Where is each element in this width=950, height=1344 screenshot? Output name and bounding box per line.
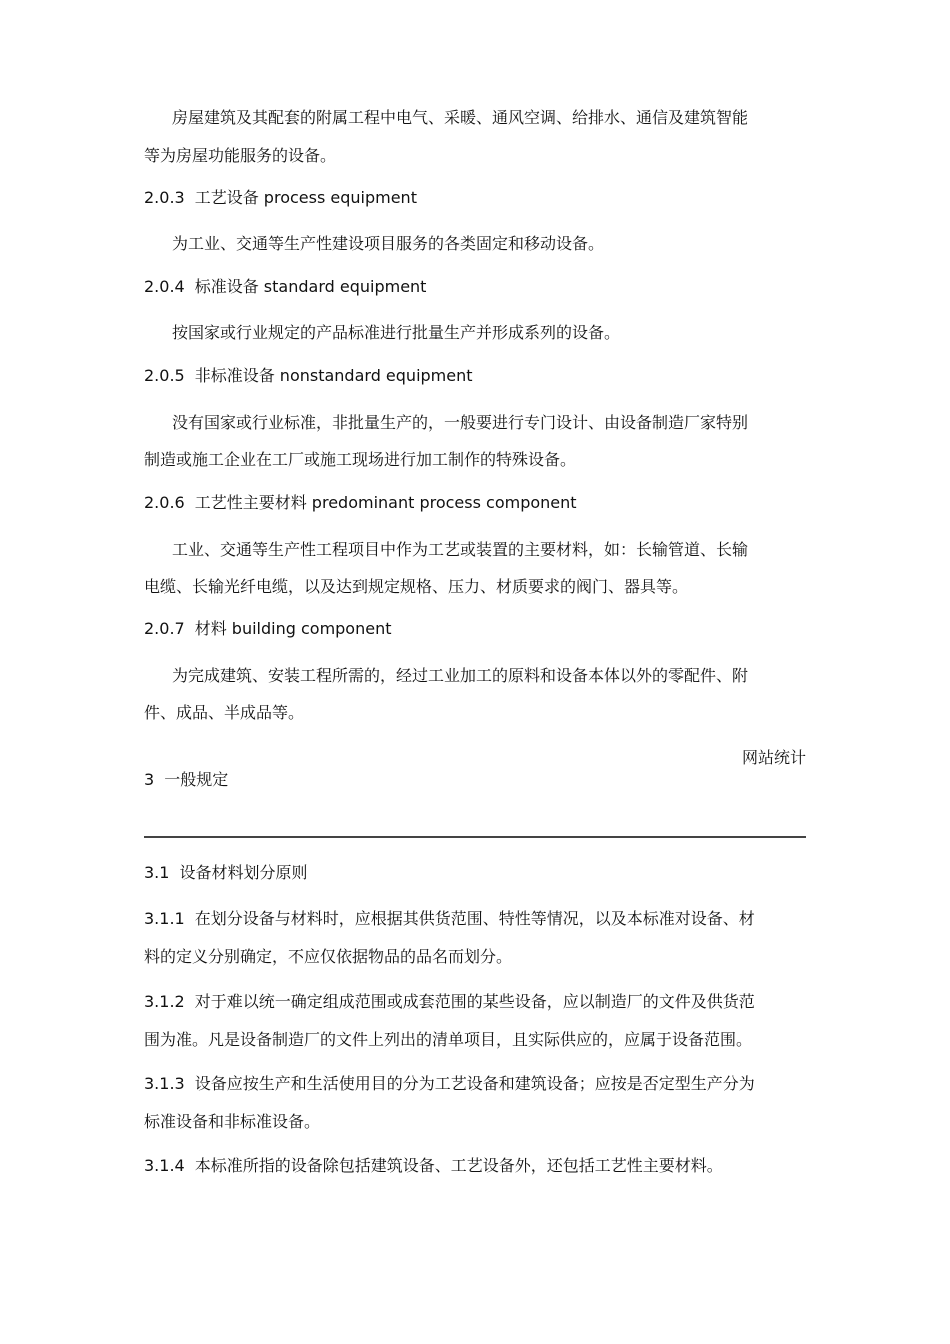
paragraph-line: 围为准。凡是设备制造厂的文件上列出的清单项目，且实际供应的，应属于设备范围。: [144, 1030, 753, 1049]
section-heading-3-1: [144, 862, 806, 884]
clause-text: 在划分设备与材料时，应根据其供货范围、特性等情况，以及本标准对设备、材: [194, 909, 755, 928]
clause-3-1-1: [144, 908, 806, 930]
section-number: 2.0.6: [144, 493, 185, 512]
section-title: 材料 building component: [194, 619, 392, 638]
section-number: 2.0.3: [144, 188, 185, 207]
paragraph-line: 为工业、交通等生产性建设项目服务的各类固定和移动设备。: [172, 234, 605, 253]
paragraph-line: 按国家或行业规定的产品标准进行批量生产并形成系列的设备。: [172, 323, 621, 342]
section-heading-2-0-7: [144, 618, 806, 640]
section-number: 2.0.4: [144, 277, 185, 296]
section-heading-2-0-5: [144, 365, 806, 387]
paragraph-line: 没有国家或行业标准，非批量生产的，一般要进行专门设计、由设备制造厂家特别: [172, 413, 749, 432]
section-number: 3: [144, 770, 155, 789]
section-heading-2-0-6: [144, 492, 806, 514]
clause-text: 本标准所指的设备除包括建筑设备、工艺设备外，还包括工艺性主要材料。: [194, 1156, 723, 1175]
section-title: 设备材料划分原则: [179, 863, 308, 882]
section-number: 2.0.7: [144, 619, 185, 638]
paragraph-line: 为完成建筑、安装工程所需的，经过工业加工的原料和设备本体以外的零配件、附: [172, 666, 749, 685]
clause-text: 对于难以统一确定组成范围或成套范围的某些设备，应以制造厂的文件及供货范: [194, 992, 755, 1011]
chapter-heading-3: [144, 769, 806, 791]
horizontal-divider: [144, 836, 806, 838]
section-title: 标准设备 standard equipment: [194, 277, 427, 296]
section-title: 一般规定: [164, 770, 229, 789]
section-title: 非标准设备 nonstandard equipment: [194, 366, 473, 385]
paragraph-line: 料的定义分别确定，不应仅依据物品的品名而划分。: [144, 947, 513, 966]
clause-3-1-2: [144, 991, 806, 1013]
clause-number: 3.1.4: [144, 1156, 185, 1175]
clause-number: 3.1.1: [144, 909, 185, 928]
paragraph-line: 房屋建筑及其配套的附属工程中电气、采暖、通风空调、给排水、通信及建筑智能: [172, 108, 749, 127]
paragraph-line: 制造或施工企业在工厂或施工现场进行加工制作的特殊设备。: [144, 450, 577, 469]
paragraph-line: 标准设备和非标准设备。: [144, 1112, 321, 1131]
section-heading-2-0-3: [144, 187, 806, 209]
clause-3-1-3: [144, 1073, 806, 1095]
paragraph-line: 工业、交通等生产性工程项目中作为工艺或装置的主要材料，如：长输管道、长输: [172, 540, 749, 559]
section-title: 工艺性主要材料 predominant process component: [194, 493, 577, 512]
paragraph-line: 电缆、长输光纤电缆，以及达到规定规格、压力、材质要求的阀门、器具等。: [144, 577, 689, 596]
paragraph-line: 等为房屋功能服务的设备。: [144, 146, 337, 165]
clause-3-1-4: [144, 1155, 806, 1177]
section-heading-2-0-4: [144, 276, 806, 298]
section-title: 工艺设备 process equipment: [194, 188, 417, 207]
clause-number: 3.1.2: [144, 992, 185, 1011]
paragraph-line: 件、成品、半成品等。: [144, 703, 305, 722]
clause-number: 3.1.3: [144, 1074, 185, 1093]
site-stats-link[interactable]: 网站统计: [741, 748, 806, 767]
section-number: 3.1: [144, 863, 170, 882]
clause-text: 设备应按生产和生活使用目的分为工艺设备和建筑设备；应按是否定型生产分为: [194, 1074, 755, 1093]
section-number: 2.0.5: [144, 366, 185, 385]
